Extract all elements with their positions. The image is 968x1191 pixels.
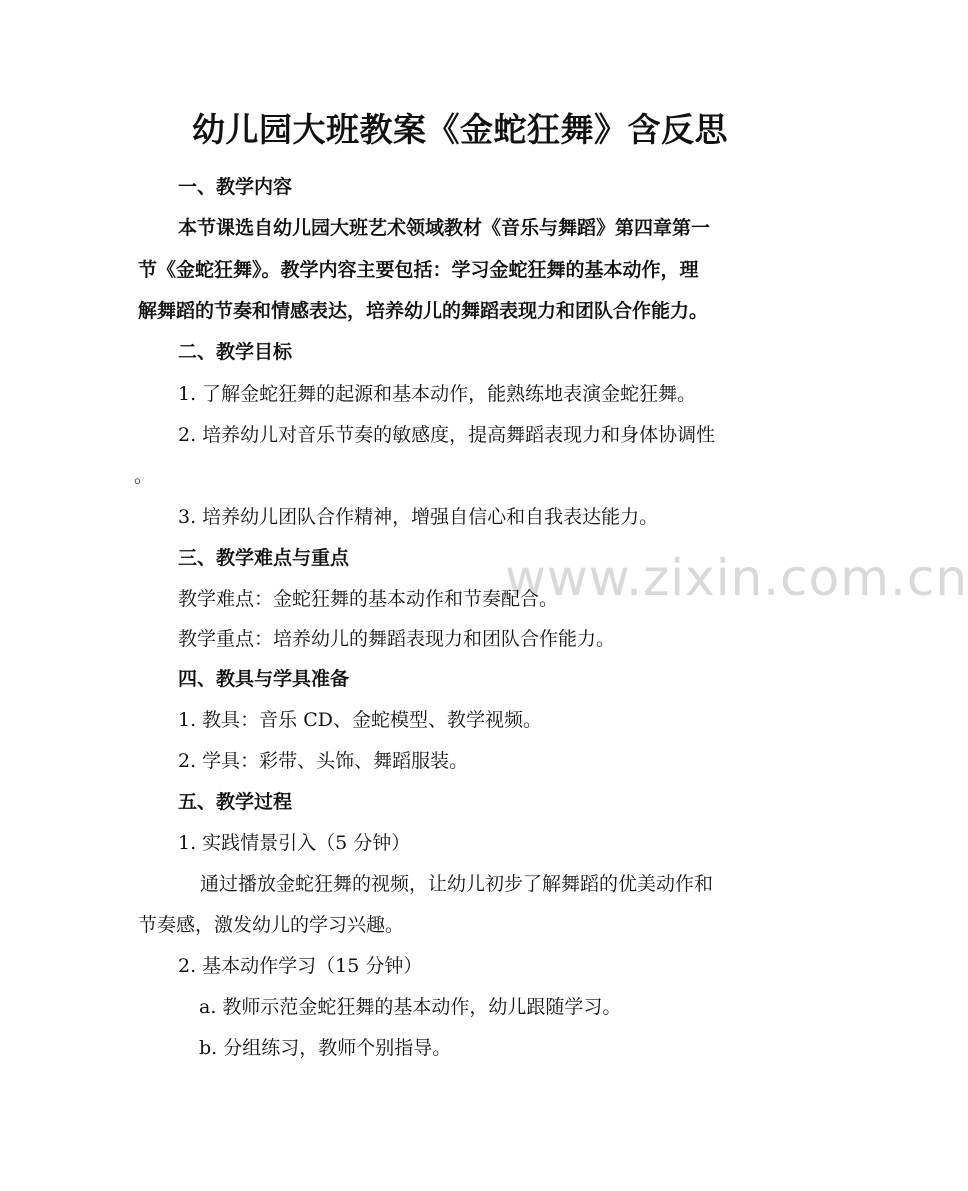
goal-item-continuation: 。 <box>134 465 154 487</box>
process-step: 2. 基本动作学习（15 分钟） <box>178 955 423 977</box>
process-paragraph-line: 节奏感，激发幼儿的学习兴趣。 <box>138 914 405 936</box>
process-substep: a. 教师示范金蛇狂舞的基本动作，幼儿跟随学习。 <box>199 996 622 1018</box>
goal-item: 3. 培养幼儿团队合作精神，增强自信心和自我表达能力。 <box>178 506 659 528</box>
difficulty-item: 教学难点：金蛇狂舞的基本动作和节奏配合。 <box>178 588 559 610</box>
process-substep: b. 分组练习，教师个别指导。 <box>199 1037 452 1059</box>
content-paragraph-line: 解舞蹈的节奏和情感表达，培养幼儿的舞蹈表现力和团队合作能力。 <box>138 300 709 322</box>
process-step: 1. 实践情景引入（5 分钟） <box>178 832 411 854</box>
section-heading-tools: 四、教具与学具准备 <box>178 668 350 690</box>
watermark: www.zixin.com.cn <box>505 549 968 607</box>
section-heading-goals: 二、教学目标 <box>178 341 293 363</box>
process-paragraph-line: 通过播放金蛇狂舞的视频，让幼儿初步了解舞蹈的优美动作和 <box>200 873 714 895</box>
goal-item: 2. 培养幼儿对音乐节奏的敏感度，提高舞蹈表现力和身体协调性 <box>178 424 716 446</box>
tool-item: 1. 教具：音乐 CD、金蛇模型、教学视频。 <box>178 709 542 731</box>
document-title: 幼儿园大班教案《金蛇狂舞》含反思 <box>192 110 728 149</box>
content-paragraph-line: 本节课选自幼儿园大班艺术领域教材《音乐与舞蹈》第四章第一 <box>178 217 711 239</box>
tool-item: 2. 学具：彩带、头饰、舞蹈服装。 <box>178 750 469 772</box>
goal-item: 1. 了解金蛇狂舞的起源和基本动作，能熟练地表演金蛇狂舞。 <box>178 383 697 405</box>
content-paragraph-line: 节《金蛇狂舞》。教学内容主要包括：学习金蛇狂舞的基本动作，理 <box>138 259 699 281</box>
section-heading-content: 一、教学内容 <box>178 176 293 198</box>
section-heading-process: 五、教学过程 <box>178 791 293 813</box>
section-heading-difficulty: 三、教学难点与重点 <box>178 547 350 569</box>
focus-item: 教学重点：培养幼儿的舞蹈表现力和团队合作能力。 <box>178 628 616 650</box>
